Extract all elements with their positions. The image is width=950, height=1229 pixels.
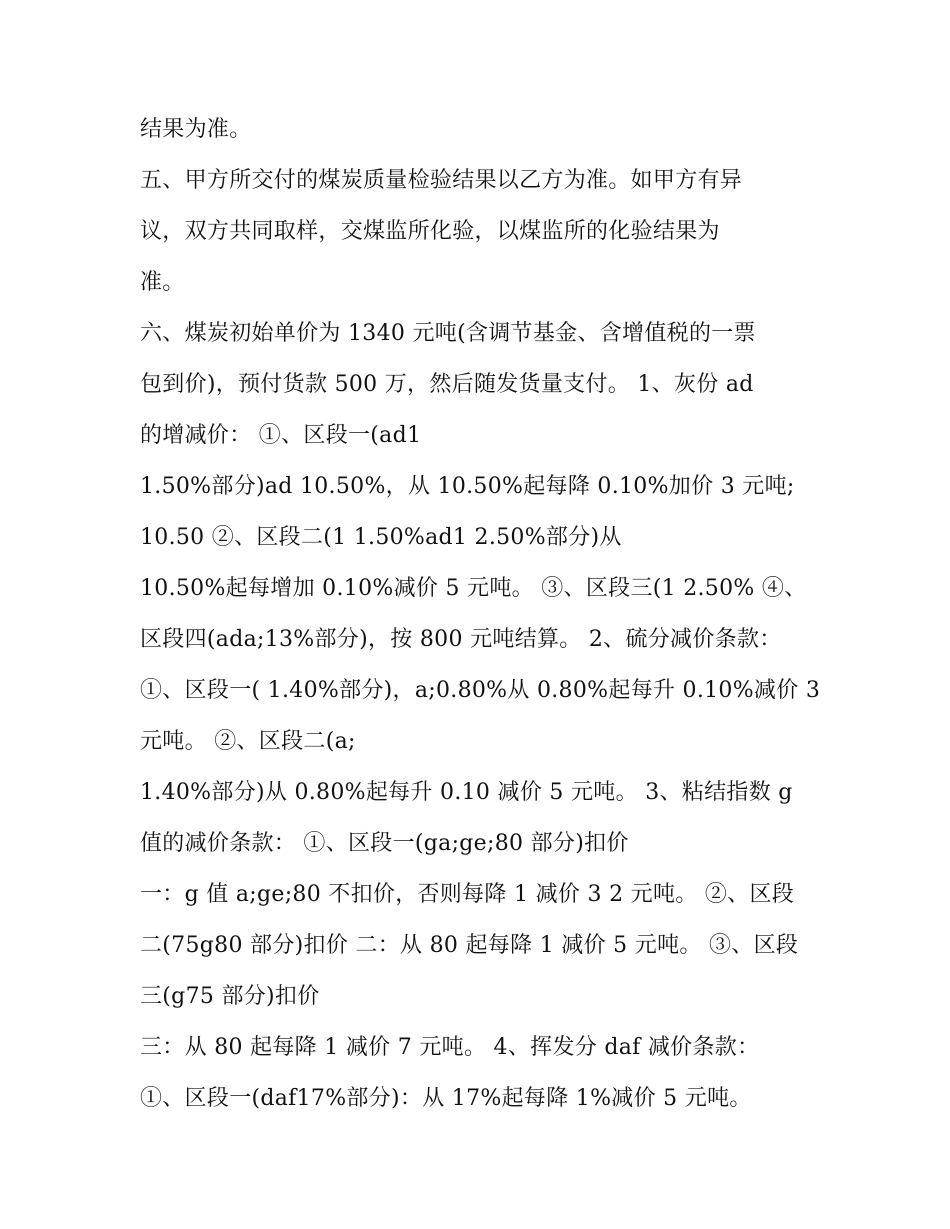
text-line: 议，双方共同取样，交煤监所化验，以煤监所的化验结果为: [140, 219, 720, 244]
text-line: 10.50%起每增加 0.10%减价 5 元吨。 ③、区段三(1 2.50% ④、: [140, 576, 807, 601]
text-line: 一：g 值 a;ge;80 不扣价，否则每降 1 减价 3 2 元吨。 ②、区段: [140, 882, 795, 907]
text-line: 包到价)，预付货款 500 万，然后随发货量支付。 1、灰份 ad: [140, 372, 754, 397]
text-line: 1.40%部分)从 0.80%起每升 0.10 减价 5 元吨。 3、粘结指数 g: [140, 780, 793, 805]
text-line: 值的减价条款： ①、区段一(ga;ge;80 部分)扣价: [140, 831, 629, 856]
text-line: 准。: [140, 270, 185, 295]
document-body: [140, 104, 820, 1124]
text-line: ①、区段一( 1.40%部分)，a;0.80%从 0.80%起每升 0.10%减价 3: [140, 678, 821, 703]
text-line: 六、煤炭初始单价为 1340 元吨(含调节基金、含增值税的一票: [140, 321, 756, 346]
text-line: 10.50 ②、区段二(1 1.50%ad1 2.50%部分)从: [140, 525, 622, 550]
text-line: 区段四(ada;13%部分)，按 800 元吨结算。 2、硫分减价条款：: [140, 627, 782, 652]
text-line: 元吨。 ②、区段二(a;: [140, 729, 356, 754]
text-line: 二(75g80 部分)扣价 二：从 80 起每降 1 减价 5 元吨。 ③、区段: [140, 933, 799, 958]
text-line: 三：从 80 起每降 1 减价 7 元吨。 4、挥发分 daf 减价条款：: [140, 1035, 760, 1060]
text-line: 三(g75 部分)扣价: [140, 984, 320, 1009]
text-line: 1.50%部分)ad 10.50%，从 10.50%起每降 0.10%加价 3 元吨;: [140, 474, 795, 499]
text-line: ①、区段一(daf17%部分)：从 17%起每降 1%减价 5 元吨。: [140, 1086, 752, 1111]
text-line: 的增减价： ①、区段一(ad1: [140, 423, 422, 448]
text-line: 五、甲方所交付的煤炭质量检验结果以乙方为准。如甲方有异: [140, 168, 743, 193]
text-line: 结果为准。: [140, 117, 252, 142]
